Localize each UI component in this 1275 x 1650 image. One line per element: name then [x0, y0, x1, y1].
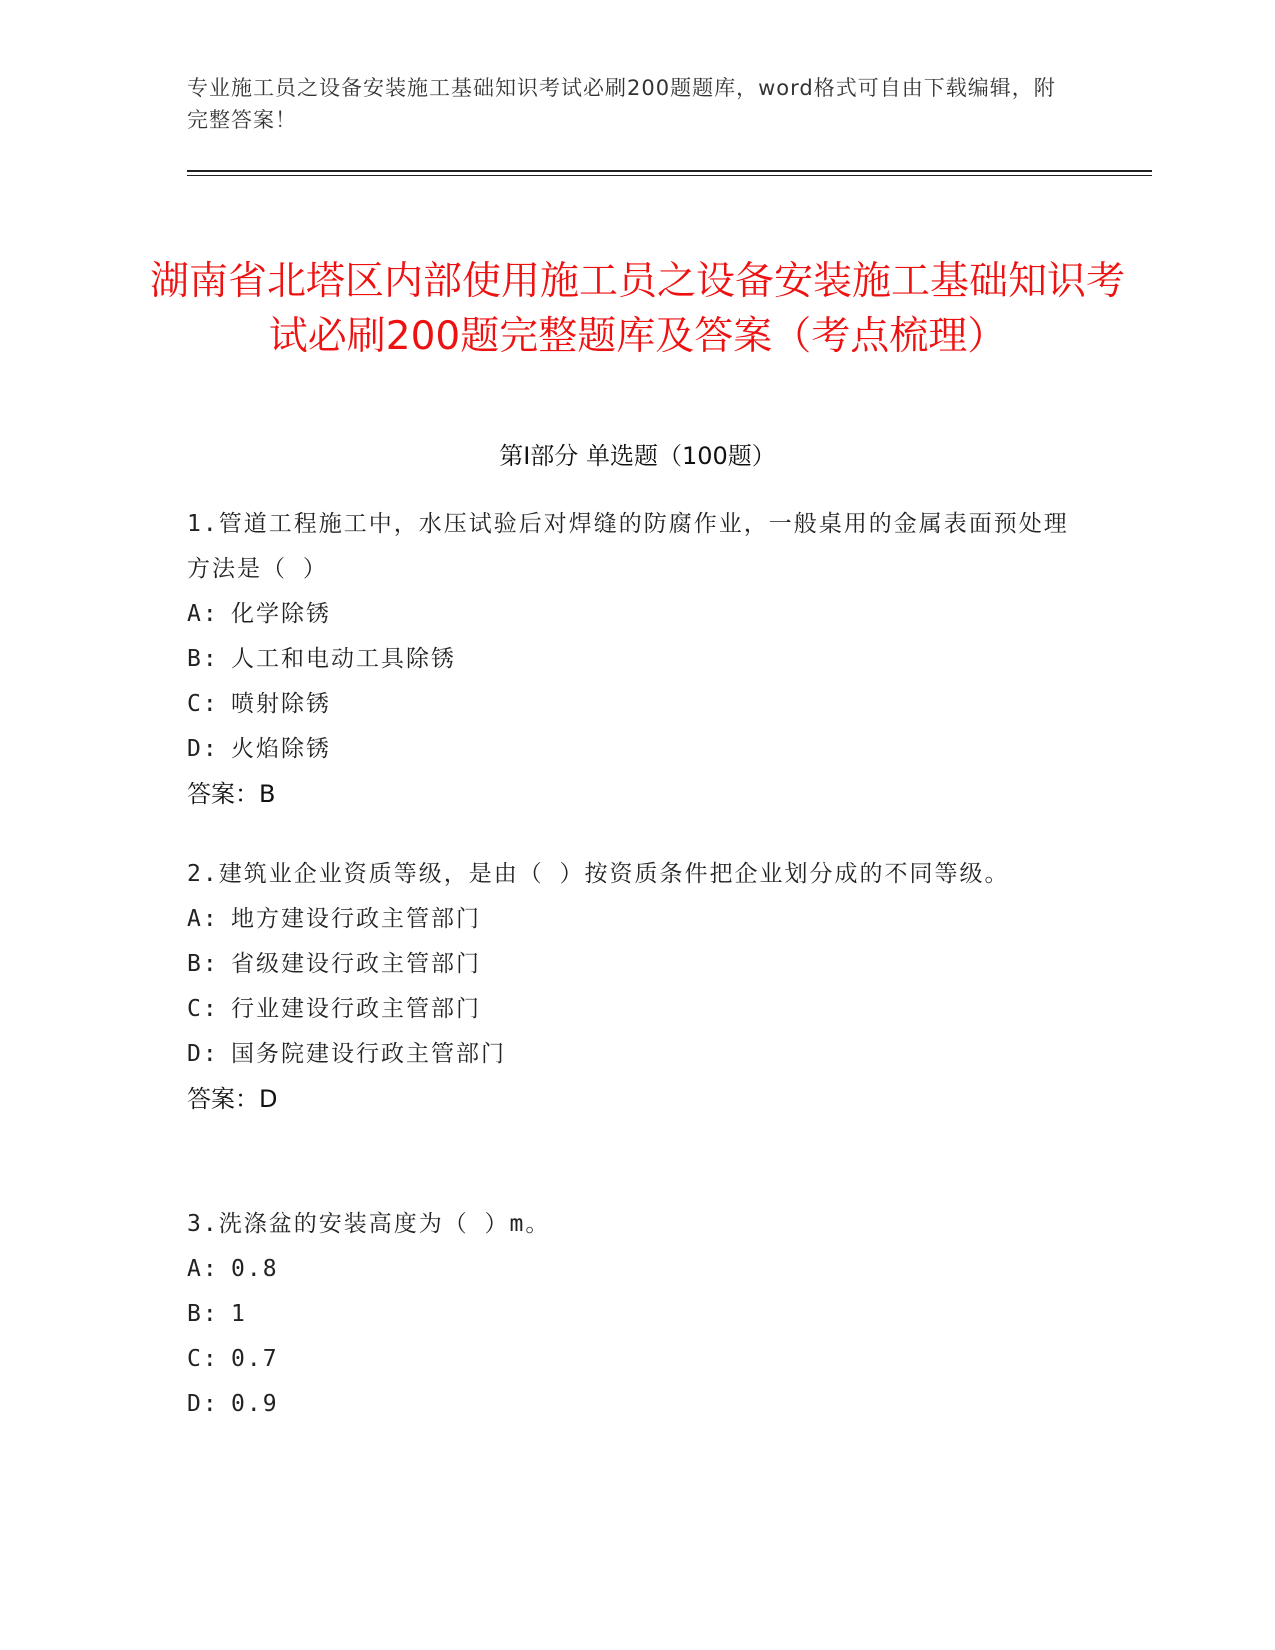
option-key: A:	[187, 601, 219, 627]
option-key: C:	[187, 1346, 219, 1372]
option-text: 1	[231, 1301, 247, 1327]
option-text: 省级建设行政主管部门	[231, 951, 481, 977]
option-d	[187, 727, 1087, 772]
header-divider-bottom	[187, 175, 1152, 176]
option-key: D:	[187, 1041, 219, 1067]
option-key: B:	[187, 951, 219, 977]
option-key: D:	[187, 1391, 219, 1417]
document-title: 湖南省北塔区内部使用施工员之设备安装施工基础知识考试必刷200题完整题库及答案（考点梳理）	[150, 259, 1126, 360]
document-header-note: 专业施工员之设备安装施工基础知识考试必刷200题题库，word格式可自由下载编辑，附完整答案！	[187, 76, 1056, 132]
option-text: 地方建设行政主管部门	[231, 906, 481, 932]
header-divider-top	[187, 170, 1152, 172]
option-text: 火焰除锈	[231, 736, 331, 762]
option-c	[187, 1337, 1087, 1382]
option-b	[187, 942, 1087, 987]
question-3	[187, 1202, 1087, 1427]
option-a	[187, 897, 1087, 942]
option-text: 0.7	[231, 1346, 279, 1372]
answer-line: 答案：D	[187, 1085, 278, 1113]
option-key: B:	[187, 646, 219, 672]
option-key: A:	[187, 1256, 219, 1282]
option-key: D:	[187, 736, 219, 762]
option-text: 人工和电动工具除锈	[231, 646, 456, 672]
option-text: 行业建设行政主管部门	[231, 996, 481, 1022]
option-c	[187, 682, 1087, 727]
option-b	[187, 1292, 1087, 1337]
option-text: 化学除锈	[231, 601, 331, 627]
question-1	[187, 502, 1087, 817]
option-d	[187, 1382, 1087, 1427]
option-a	[187, 592, 1087, 637]
option-text: 喷射除锈	[231, 691, 331, 717]
question-stem: 2.建筑业企业资质等级，是由（ ）按资质条件把企业划分成的不同等级。	[187, 861, 1010, 887]
option-b	[187, 637, 1087, 682]
option-text: 国务院建设行政主管部门	[231, 1041, 506, 1067]
option-key: A:	[187, 906, 219, 932]
question-stem: 3.洗涤盆的安装高度为（ ）m。	[187, 1211, 551, 1237]
section-heading: 第Ⅰ部分 单选题（100题）	[499, 442, 776, 470]
option-text: 0.8	[231, 1256, 279, 1282]
answer-line: 答案：B	[187, 780, 276, 808]
option-a	[187, 1247, 1087, 1292]
question-stem: 1.管道工程施工中，水压试验后对焊缝的防腐作业，一般桌用的金属表面预处理方法是（ ）	[187, 511, 1069, 582]
option-key: C:	[187, 996, 219, 1022]
option-key: C:	[187, 691, 219, 717]
option-key: B:	[187, 1301, 219, 1327]
question-2	[187, 852, 1087, 1122]
option-text: 0.9	[231, 1391, 279, 1417]
option-d	[187, 1032, 1087, 1077]
option-c	[187, 987, 1087, 1032]
